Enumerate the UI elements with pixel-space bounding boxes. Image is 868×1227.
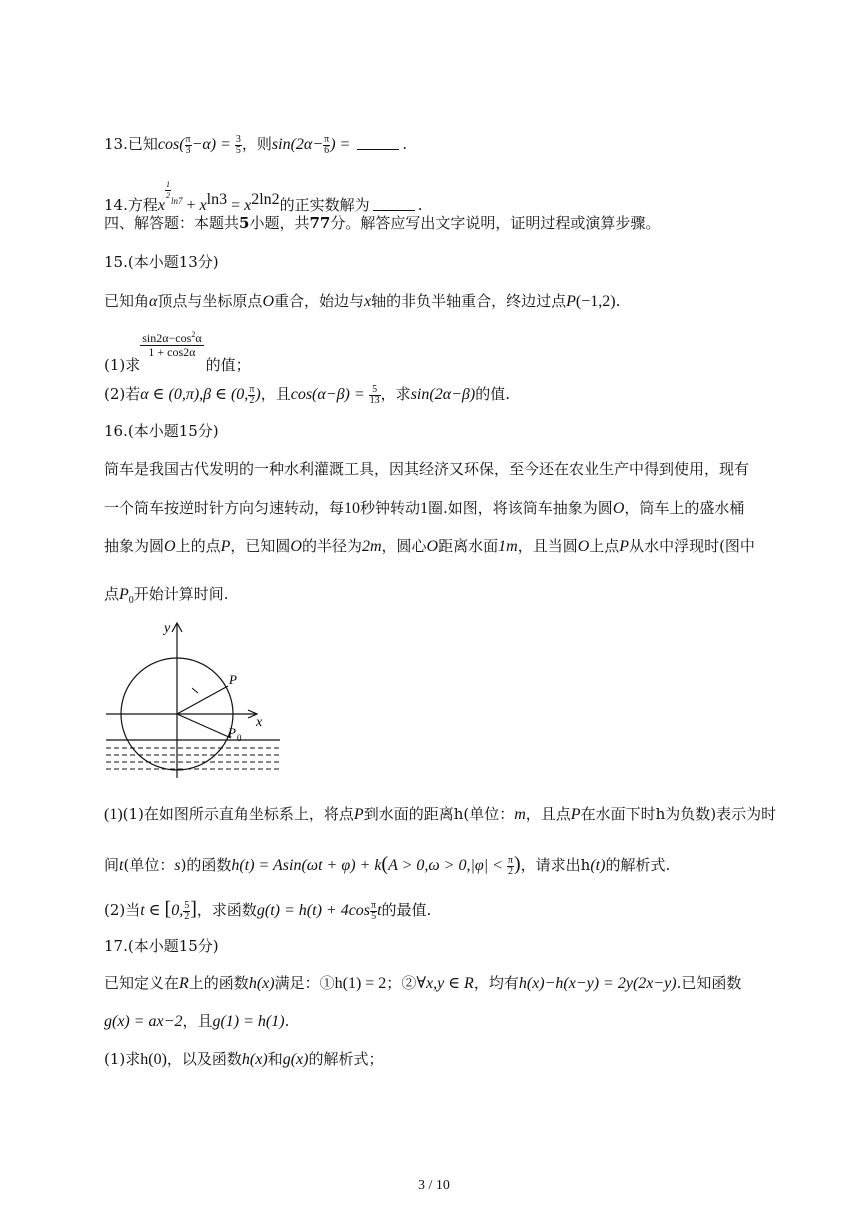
answer-blank bbox=[357, 135, 399, 150]
question-16-part1-line2: 间t(单位：s)的函数h(t) = Asin(ωt + φ) + k(A > 0,ω > 0,|φ| < $\frac{\pi}{2}$ )，请求出h(t)的解析式. bbox=[104, 853, 671, 877]
P0-subscript: 0 bbox=[237, 733, 242, 743]
question-16-line3: 抽象为圆O上的点P，已知圆O的半径为2m，圆心O距离水面1m，且当圆O上点P从水中浮现时(图中 bbox=[104, 537, 755, 555]
question-16-part1-line1: (1)(1)在如图所示直角坐标系上，将点P到水面的距离h(单位：m，且点P在水面下时h为负数)表示为时 bbox=[104, 805, 777, 823]
water-dashes bbox=[106, 748, 280, 769]
question-17-line2: g(x) = ax−2，且g(1) = h(1). bbox=[104, 1012, 290, 1030]
question-16-line2: 一个筒车按逆时针方向匀速转动，每10秒钟转动1圈.如图，将该筒车抽象为圆O，筒车上的盛水桶 bbox=[104, 499, 745, 517]
question-15-part1: (1)求 $\frac{\sin 2\alpha-\cos^2\alpha}{1 + \cos 2\alpha}$ 的值； bbox=[104, 330, 251, 374]
answer-blank bbox=[373, 196, 415, 211]
question-15-stem: 已知角α顶点与坐标原点O重合，始边与x轴的非负半轴重合，终边过点P(−1,2). bbox=[104, 292, 621, 310]
waterwheel-figure bbox=[104, 618, 284, 786]
P0-label: P bbox=[228, 725, 236, 740]
y-label: y bbox=[164, 621, 171, 636]
radius-to-P0 bbox=[177, 714, 231, 738]
P-label: P bbox=[229, 672, 237, 687]
radius-tick bbox=[192, 688, 198, 693]
question-17-head: 17.(本小题15分) bbox=[104, 937, 219, 955]
radius-to-P bbox=[177, 686, 228, 714]
question-16-head: 16.(本小题15分) bbox=[104, 422, 219, 440]
question-15-head: 15.(本小题13分) bbox=[104, 253, 219, 271]
question-16-line1: 筒车是我国古代发明的一种水利灌溉工具，因其经济又环保，至今还在农业生产中得到使用，现有 bbox=[104, 460, 750, 478]
question-13: 13.已知cos( $\frac{\pi}{3}$ −α) = $\frac{3}{5}$ ，则sin(2α− $\frac{\pi}{6}$ ) = . bbox=[104, 133, 408, 156]
page-number: 3 / 10 bbox=[418, 1178, 450, 1193]
question-16-part2: (2)当t ∈ [0, $\frac{5}{2}$ ]，求函数g(t) = h(t) + 4cos $\frac{\pi}{5}$ t的最值. bbox=[104, 898, 432, 922]
question-17-part1: (1)求h(0)，以及函数h(x)和g(x)的解析式； bbox=[104, 1050, 384, 1068]
question-15-part2: (2)若α ∈ (0,π),β ∈ (0, $\frac{\pi}{2}$ )，且cos(α−β) = $\frac{5}{13}$ ，求sin(2α−β)的值. bbox=[104, 383, 510, 406]
section-heading: 四、解答题：本题共5小题，共77分。解答应写出文字说明，证明过程或演算步骤。 bbox=[104, 214, 661, 232]
x-label: x bbox=[256, 715, 263, 730]
question-14: 14.方程x $^{\frac{1}{2} ln7} + x^{ln3} = x^{2ln2}$的正实数解为 . bbox=[104, 180, 423, 214]
question-17-line1: 已知定义在R上的函数h(x)满足：①h(1) = 2；②∀x,y ∈ R，均有h(x)−h(x−y) = 2y(2x−y).已知函数 bbox=[104, 974, 742, 992]
question-16-line4: 点$P_0$开始计算时间. bbox=[104, 585, 229, 606]
